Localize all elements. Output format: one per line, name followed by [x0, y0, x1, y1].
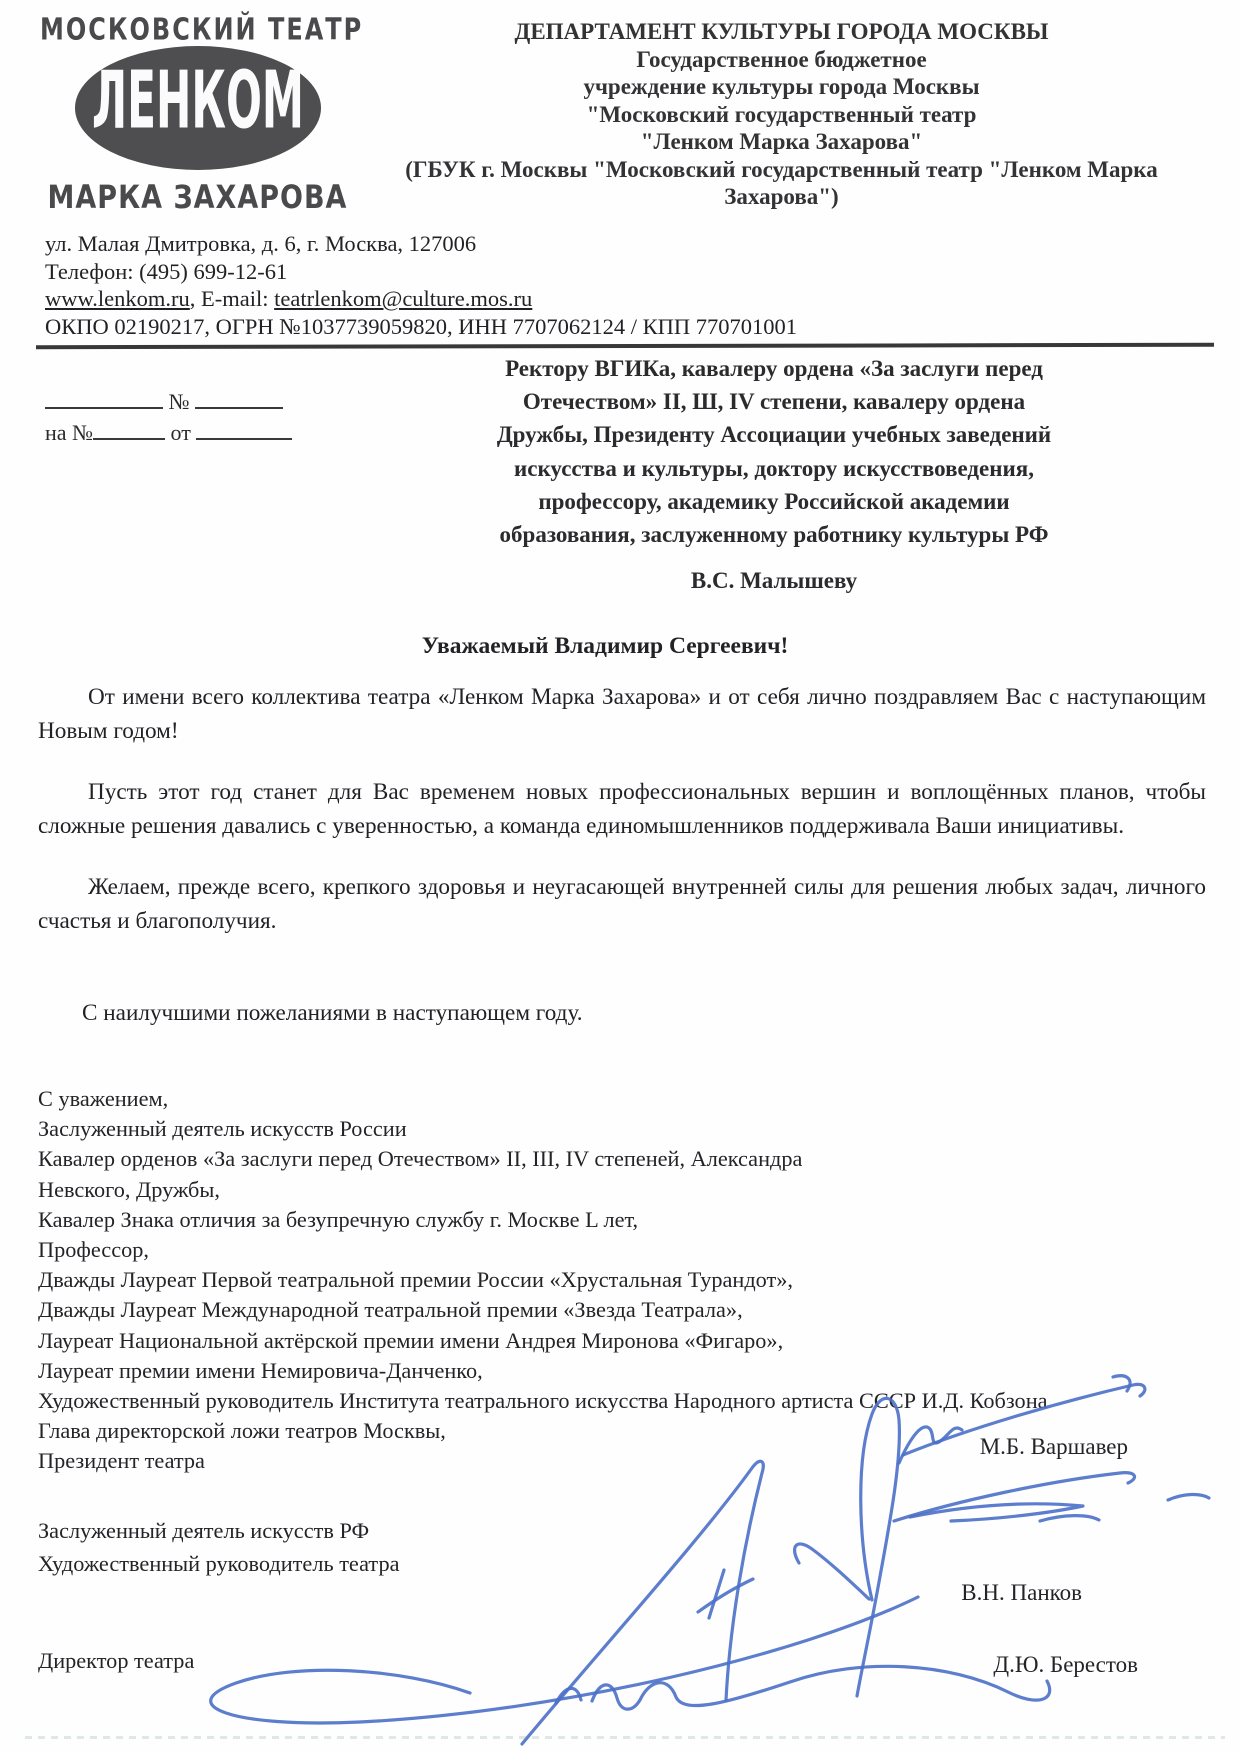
body-paragraph-3: Желаем, прежде всего, крепкого здоровья и неугасающей внутренней силы для решения любых задач, личного счастья и благополучия.	[38, 874, 1206, 934]
recipient-line: Ректору ВГИКа, кавалеру ордена «За заслуги перед	[505, 356, 1043, 381]
reference-blank	[93, 418, 165, 440]
regalia-line: Президент театра	[38, 1448, 205, 1474]
web-email-line	[45, 285, 797, 313]
organization-line: Государственное бюджетное	[636, 46, 927, 72]
regalia-line: Дважды Лауреат Первой театральной премии России «Хрустальная Турандот»,	[38, 1267, 794, 1293]
letter-body	[38, 680, 1206, 1030]
logo-oval-text: ЛЕНКОМ	[91, 54, 304, 147]
signer-name-varshaver: М.Б. Варшавер	[979, 1434, 1128, 1459]
organization-block	[355, 12, 1198, 211]
regalia-line: Кавалер орденов «За заслуги перед Отечеством» II, III, IV степеней, Александра	[38, 1146, 803, 1172]
website-text: www.lenkom.ru	[45, 286, 190, 311]
recipient-line: профессору, академику Российской академии	[538, 488, 1010, 514]
salutation: Уважаемый Владимир Сергеевич!	[421, 633, 789, 659]
signer-name-pankov: В.Н. Панков	[961, 1580, 1082, 1605]
organization-line: "Московский государственный театр	[586, 101, 977, 127]
scan-artifact-line	[25, 1736, 1225, 1739]
no-label: №	[168, 389, 190, 414]
body-paragraph-1: От имени всего коллектива театра «Ленком Марка Захарова» и от себя лично поздравляем Вас с наступающим Новым годом!	[38, 684, 1206, 744]
phone-line: Телефон: (495) 699-12-61	[45, 258, 288, 284]
logo-oval-mark	[40, 44, 355, 177]
lenkom-oval-icon	[72, 44, 324, 172]
ot-label: от	[170, 420, 191, 445]
director-title: Директор театра	[38, 1648, 195, 1673]
director-signature-icon	[211, 1461, 1050, 1744]
reference-line-1	[45, 386, 292, 417]
regalia-line: Дважды Лауреат Международной театральной премии «Звезда Театрала»,	[38, 1297, 743, 1323]
reference-number-block	[45, 386, 292, 448]
regalia-line: Профессор,	[38, 1237, 149, 1263]
signer-rf-block	[38, 1514, 400, 1580]
reference-blank	[196, 418, 292, 440]
regalia-line: Лауреат Национальной актёрской премии имени Андрея Миронова «Фигаро»,	[38, 1327, 784, 1353]
regalia-line: Лауреат премии имени Немировича-Данченко,	[38, 1357, 483, 1383]
reference-blank	[195, 387, 283, 409]
regalia-line: Заслуженный деятель искусств России	[38, 1116, 407, 1142]
logo-text-bottom: МАРКА ЗАХАРОВА	[47, 179, 348, 217]
reference-line-2	[45, 417, 292, 448]
organization-line: ДЕПАРТАМЕНТ КУЛЬТУРЫ ГОРОДА МОСКВЫ	[514, 19, 1049, 44]
organization-line: "Ленком Марка Захарова"	[640, 129, 923, 154]
na-no-label: на №	[45, 420, 94, 445]
regalia-line: С уважением,	[38, 1086, 169, 1111]
letterhead	[40, 12, 1198, 217]
recipient-name: В.С. Малышеву	[690, 568, 858, 594]
regalia-line: Невского, Дружбы,	[38, 1176, 220, 1202]
signer-regalia-list	[38, 1084, 1210, 1477]
lenkom-logo	[40, 12, 364, 217]
recipient-lines	[428, 352, 1120, 551]
recipient-line: искусства и культуры, доктору искусствоведения,	[514, 455, 1034, 481]
closing-line: С наилучшими пожеланиями в наступающем году.	[82, 1000, 583, 1026]
recipient-block	[428, 352, 1120, 597]
regalia-line: Художественный руководитель Института театрального искусства Народного артиста СССР И.Д. Кобзона	[38, 1388, 1048, 1414]
logo-text-top: МОСКОВСКИЙ ТЕАТР	[40, 12, 364, 47]
organization-line: (ГБУК г. Москвы "Московский государственный театр "Ленком Марка Захарова")	[405, 156, 1158, 209]
regalia-line: Кавалер Знака отличия за безупречную службу г. Москве L лет,	[38, 1206, 639, 1232]
recipient-line: образования, заслуженному работнику культуры РФ	[499, 522, 1049, 548]
recipient-line: Отечеством» II, Ш, IV степени, кавалеру ордена	[522, 389, 1026, 415]
email-text: teatrlenkom@culture.mos.ru	[274, 286, 533, 311]
reference-blank	[45, 387, 163, 409]
recipient-line: Дружбы, Президенту Ассоциации учебных заведений	[496, 422, 1052, 448]
organization-line: учреждение культуры города Москвы	[583, 74, 980, 99]
letterhead-divider	[36, 343, 1214, 349]
registration-codes-line: ОКПО 02190217, ОГРН №1037739059820, ИНН 7707062124 / КПП 770701001	[45, 313, 797, 339]
contact-block	[45, 230, 797, 340]
body-paragraph-2: Пусть этот год станет для Вас временем новых профессиональных вершин и воплощённых планов, чтобы сложные решения давались с уверенностью, а команда единомышленников поддерживала Ваши инициативы.	[38, 779, 1206, 839]
rf-title-line: Художественный руководитель театра	[38, 1551, 400, 1576]
rf-title-line: Заслуженный деятель искусств РФ	[38, 1518, 370, 1543]
signer-name-berestov: Д.Ю. Берестов	[993, 1652, 1138, 1677]
regalia-line: Глава директорской ложи театров Москвы,	[38, 1418, 446, 1444]
email-separator: , E-mail:	[189, 286, 275, 311]
address-line: ул. Малая Дмитровка, д. 6, г. Москва, 127006	[45, 231, 477, 256]
